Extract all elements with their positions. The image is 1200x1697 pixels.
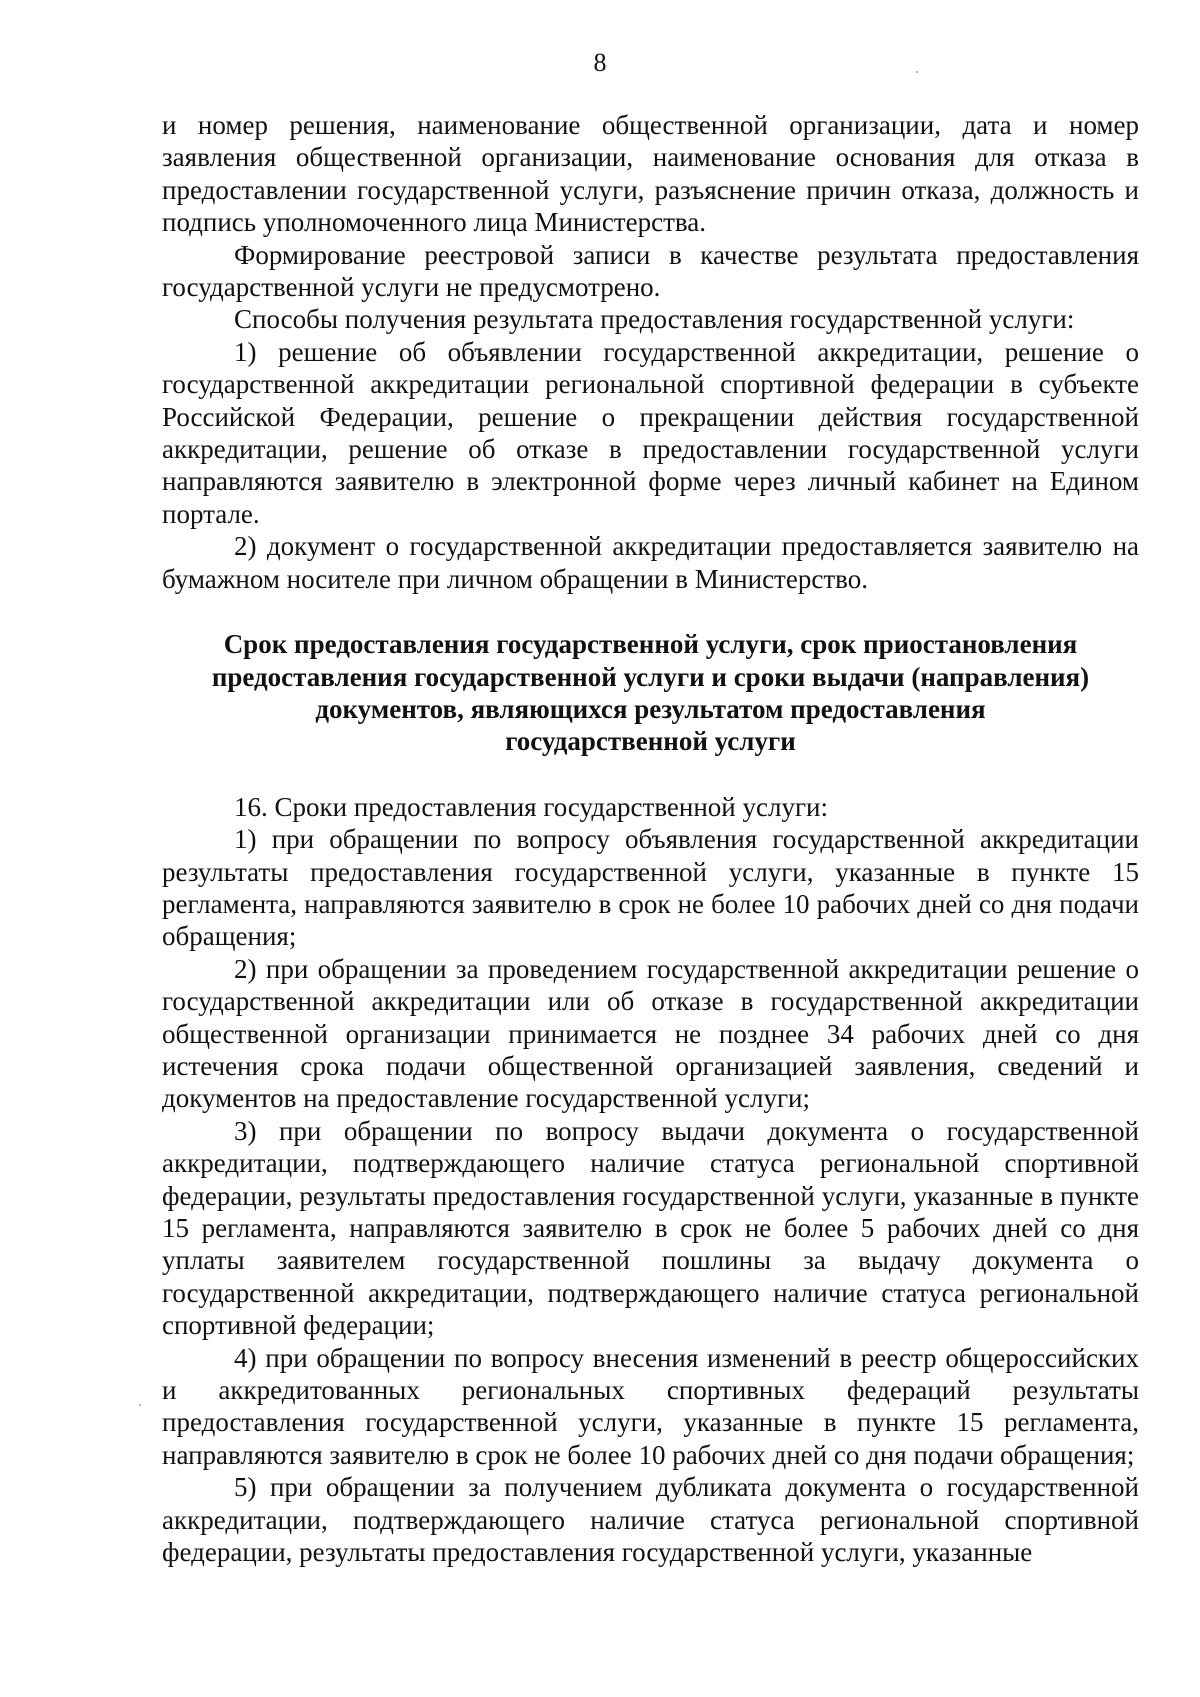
list-item-document-issue: 3) при обращении по вопросу выдачи документа о государственной аккредитации, подтверждающего наличие статуса региональной спортивной федерации, результаты предоставления государственной услуги, указанные в пункте 15 регламента, направляются заявителю в срок не более 5 рабочих дней со дня уплаты заявителем государственной пошлины за выдачу документа о государственной аккредитации, подтверждающего наличие статуса региональной спортивной федерации;: [162, 1115, 1139, 1341]
section-heading: [162, 628, 1139, 758]
list-item-paper-delivery: 2) документ о государственной аккредитации предоставляется заявителю на бумажном носителе при личном обращении в Министерство.: [162, 531, 1139, 594]
list-item-duplicate-document: 5) при обращении за получением дубликата документа о государственной аккредитации, подтверждающего наличие статуса региональной спортивной федерации, результаты предоставления государственной услуги, указанные: [162, 1472, 1139, 1568]
paragraph-result-methods: Способы получения результата предоставления государственной услуги:: [234, 304, 1075, 335]
section-heading-line: документов, являющихся результатом предоставления: [315, 693, 986, 724]
list-item-accreditation-decision: 2) при обращении за проведением государственной аккредитации решение о государственной аккредитации или об отказе в государственной аккредитации общественной организации принимается не позднее 34 рабочих дней со дня истечения срока подачи общественной организацией заявления, сведений и документов на предоставление государственной услуги;: [162, 953, 1139, 1114]
section-heading-line: Срок предоставления государственной услуги, срок приостановления: [223, 629, 1078, 660]
list-item-accreditation-announcement: 1) при обращении по вопросу объявления государственной аккредитации результаты предоставления государственной услуги, указанные в пункте 15 регламента, направляются заявителю в срок не более 10 рабочих дней со дня подачи обращения;: [162, 824, 1139, 952]
paragraph-decision-details: и номер решения, наименование общественной организации, дата и номер заявления общественной организации, наименование основания для отказа в предоставлении государственной услуги, разъяснение причин отказа, должность и подпись уполномоченного лица Министерства.: [162, 110, 1139, 238]
paragraph-item-16: 16. Сроки предоставления государственной услуги:: [234, 791, 828, 822]
scan-speck: [139, 1404, 141, 1406]
scan-speck: [916, 71, 918, 73]
list-item-electronic-delivery: 1) решение об объявлении государственной аккредитации, решение о государственной аккредитации региональной спортивной федерации в субъекте Российской Федерации, решение о прекращении действия государственной аккредитации, решение об отказе в предоставлении государственной услуги направляются заявителю в электронной форме через личный кабинет на Едином портале.: [162, 336, 1139, 529]
page-body: [162, 109, 1139, 1568]
list-item-registry-changes: 4) при обращении по вопросу внесения изменений в реестр общероссийских и аккредитованных региональных спортивных федераций результаты предоставления государственной услуги, указанные в пункте 15 регламента, направляются заявителю в срок не более 10 рабочих дней со дня подачи обращения;: [162, 1342, 1139, 1470]
section-heading-line: государственной услуги: [505, 726, 796, 757]
page-number: 8: [593, 48, 607, 77]
section-heading-line: предоставления государственной услуги и сроки выдачи (направления): [211, 661, 1090, 692]
paragraph-registry-entry: Формирование реестровой записи в качестве результата предоставления государственной услуги не предусмотрено.: [162, 239, 1139, 303]
